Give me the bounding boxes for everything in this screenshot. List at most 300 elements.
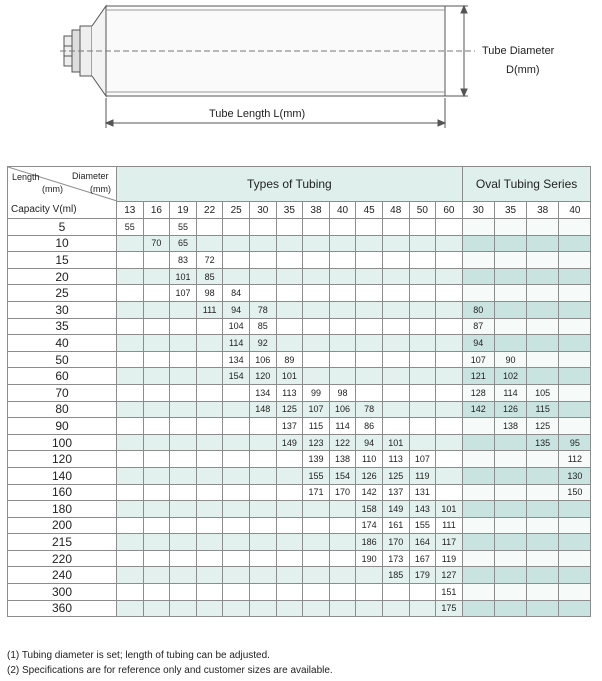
oval-length-cell bbox=[559, 219, 591, 236]
length-cell bbox=[276, 268, 303, 285]
length-cell bbox=[303, 252, 330, 269]
capacity-cell: 215 bbox=[8, 534, 117, 551]
oval-length-cell: 95 bbox=[559, 434, 591, 451]
diameter-header: 13 bbox=[117, 202, 144, 219]
table-row bbox=[8, 600, 591, 617]
length-cell bbox=[249, 434, 276, 451]
length-cell bbox=[409, 318, 436, 335]
length-cell bbox=[276, 252, 303, 269]
oval-length-cell: 125 bbox=[527, 418, 559, 435]
length-cell bbox=[276, 301, 303, 318]
length-cell bbox=[170, 451, 197, 468]
length-cell bbox=[329, 567, 356, 584]
length-cell bbox=[117, 235, 144, 252]
length-cell bbox=[356, 368, 383, 385]
length-cell bbox=[143, 567, 170, 584]
length-cell bbox=[143, 467, 170, 484]
length-cell bbox=[329, 318, 356, 335]
length-cell bbox=[303, 517, 330, 534]
length-cell: 123 bbox=[303, 434, 330, 451]
length-cell: 138 bbox=[329, 451, 356, 468]
length-cell bbox=[303, 235, 330, 252]
length-cell bbox=[356, 335, 383, 352]
length-cell bbox=[436, 484, 463, 501]
oval-length-cell bbox=[559, 600, 591, 617]
length-cell bbox=[117, 318, 144, 335]
oval-length-cell bbox=[559, 550, 591, 567]
length-cell bbox=[196, 219, 223, 236]
length-cell bbox=[117, 268, 144, 285]
length-cell bbox=[223, 384, 250, 401]
length-cell bbox=[117, 418, 144, 435]
oval-length-cell: 126 bbox=[494, 401, 526, 418]
length-cell: 101 bbox=[382, 434, 409, 451]
length-cell bbox=[170, 418, 197, 435]
length-cell bbox=[329, 301, 356, 318]
oval-diameter-header: 30 bbox=[462, 202, 494, 219]
length-cell bbox=[196, 534, 223, 551]
oval-length-cell bbox=[527, 318, 559, 335]
length-cell bbox=[223, 467, 250, 484]
table-row bbox=[8, 384, 591, 401]
length-cell: 134 bbox=[249, 384, 276, 401]
length-cell bbox=[117, 301, 144, 318]
length-cell bbox=[276, 501, 303, 518]
length-cell bbox=[382, 351, 409, 368]
oval-length-cell bbox=[527, 451, 559, 468]
table-row bbox=[8, 351, 591, 368]
length-cell: 149 bbox=[276, 434, 303, 451]
length-cell bbox=[223, 600, 250, 617]
length-cell bbox=[409, 384, 436, 401]
length-cell: 99 bbox=[303, 384, 330, 401]
length-cell bbox=[223, 418, 250, 435]
length-cell bbox=[249, 550, 276, 567]
length-cell bbox=[436, 301, 463, 318]
table-row bbox=[8, 285, 591, 302]
length-cell bbox=[249, 600, 276, 617]
diameter-header: 40 bbox=[329, 202, 356, 219]
length-cell bbox=[170, 351, 197, 368]
length-cell bbox=[143, 351, 170, 368]
length-cell bbox=[303, 534, 330, 551]
length-cell bbox=[436, 418, 463, 435]
oval-length-cell bbox=[494, 517, 526, 534]
length-cell: 106 bbox=[329, 401, 356, 418]
diameter-header: 16 bbox=[143, 202, 170, 219]
length-cell bbox=[143, 401, 170, 418]
table-row bbox=[8, 467, 591, 484]
length-cell bbox=[143, 584, 170, 601]
capacity-cell: 20 bbox=[8, 268, 117, 285]
length-cell bbox=[143, 418, 170, 435]
oval-length-cell bbox=[527, 235, 559, 252]
length-cell bbox=[303, 501, 330, 518]
length-cell: 94 bbox=[223, 301, 250, 318]
oval-length-cell bbox=[494, 584, 526, 601]
length-cell: 104 bbox=[223, 318, 250, 335]
oval-length-cell bbox=[462, 268, 494, 285]
length-cell bbox=[303, 268, 330, 285]
length-cell: 154 bbox=[329, 467, 356, 484]
length-cell bbox=[196, 384, 223, 401]
length-cell bbox=[249, 252, 276, 269]
length-cell bbox=[276, 584, 303, 601]
capacity-cell: 180 bbox=[8, 501, 117, 518]
length-cell bbox=[223, 434, 250, 451]
length-cell bbox=[409, 252, 436, 269]
length-cell bbox=[329, 584, 356, 601]
length-cell bbox=[382, 384, 409, 401]
table-row bbox=[8, 534, 591, 551]
capacity-cell: 240 bbox=[8, 567, 117, 584]
footnotes bbox=[7, 648, 333, 678]
length-cell bbox=[196, 484, 223, 501]
oval-length-cell bbox=[527, 368, 559, 385]
length-cell bbox=[303, 351, 330, 368]
length-cell bbox=[117, 517, 144, 534]
tube-diagram bbox=[0, 0, 602, 140]
oval-length-cell: 135 bbox=[527, 434, 559, 451]
capacity-cell: 60 bbox=[8, 368, 117, 385]
table-row bbox=[8, 451, 591, 468]
group-header-oval: Oval Tubing Series bbox=[462, 167, 591, 202]
capacity-cell: 40 bbox=[8, 335, 117, 352]
length-cell bbox=[409, 219, 436, 236]
length-cell bbox=[143, 252, 170, 269]
length-cell bbox=[303, 550, 330, 567]
table-row bbox=[8, 235, 591, 252]
length-cell bbox=[170, 467, 197, 484]
length-cell: 125 bbox=[276, 401, 303, 418]
length-cell: 85 bbox=[196, 268, 223, 285]
oval-length-cell: 114 bbox=[494, 384, 526, 401]
length-cell: 86 bbox=[356, 418, 383, 435]
length-cell bbox=[143, 301, 170, 318]
length-cell bbox=[382, 584, 409, 601]
oval-length-cell bbox=[527, 584, 559, 601]
table-row bbox=[8, 268, 591, 285]
length-cell bbox=[382, 418, 409, 435]
length-cell bbox=[276, 484, 303, 501]
length-cell bbox=[409, 235, 436, 252]
capacity-cell: 360 bbox=[8, 600, 117, 617]
length-cell bbox=[276, 285, 303, 302]
diameter-header: 60 bbox=[436, 202, 463, 219]
length-cell: 98 bbox=[196, 285, 223, 302]
length-cell bbox=[223, 517, 250, 534]
table-row bbox=[8, 418, 591, 435]
length-cell bbox=[196, 335, 223, 352]
capacity-cell: 10 bbox=[8, 235, 117, 252]
length-cell bbox=[117, 567, 144, 584]
diameter-header: 35 bbox=[276, 202, 303, 219]
oval-length-cell bbox=[527, 550, 559, 567]
length-cell bbox=[143, 550, 170, 567]
diameter-header: 45 bbox=[356, 202, 383, 219]
length-cell bbox=[276, 219, 303, 236]
length-cell bbox=[143, 501, 170, 518]
oval-length-cell bbox=[494, 235, 526, 252]
corner-diameter: Diameter bbox=[72, 171, 109, 181]
length-cell bbox=[223, 451, 250, 468]
length-cell bbox=[249, 517, 276, 534]
length-cell: 110 bbox=[356, 451, 383, 468]
length-cell bbox=[382, 335, 409, 352]
length-cell: 114 bbox=[329, 418, 356, 435]
length-cell bbox=[356, 219, 383, 236]
oval-length-cell: 94 bbox=[462, 335, 494, 352]
length-cell bbox=[170, 534, 197, 551]
oval-length-cell bbox=[559, 252, 591, 269]
length-cell: 78 bbox=[249, 301, 276, 318]
oval-length-cell bbox=[559, 368, 591, 385]
capacity-cell: 90 bbox=[8, 418, 117, 435]
oval-length-cell bbox=[559, 235, 591, 252]
oval-length-cell bbox=[494, 252, 526, 269]
length-cell bbox=[329, 219, 356, 236]
length-cell: 78 bbox=[356, 401, 383, 418]
length-cell bbox=[196, 235, 223, 252]
length-cell bbox=[170, 384, 197, 401]
oval-length-cell bbox=[462, 534, 494, 551]
length-cell: 111 bbox=[196, 301, 223, 318]
length-cell: 85 bbox=[249, 318, 276, 335]
length-cell bbox=[196, 567, 223, 584]
length-cell bbox=[356, 567, 383, 584]
length-cell bbox=[223, 534, 250, 551]
length-cell bbox=[436, 235, 463, 252]
oval-length-cell bbox=[527, 467, 559, 484]
length-cell: 185 bbox=[382, 567, 409, 584]
oval-length-cell bbox=[494, 451, 526, 468]
length-cell: 107 bbox=[170, 285, 197, 302]
length-cell bbox=[117, 484, 144, 501]
length-cell: 94 bbox=[356, 434, 383, 451]
length-cell bbox=[329, 285, 356, 302]
length-cell bbox=[436, 368, 463, 385]
table-row bbox=[8, 252, 591, 269]
capacity-cell: 200 bbox=[8, 517, 117, 534]
oval-length-cell bbox=[559, 318, 591, 335]
length-cell: 149 bbox=[382, 501, 409, 518]
length-cell bbox=[329, 501, 356, 518]
length-cell: 98 bbox=[329, 384, 356, 401]
capacity-cell: 300 bbox=[8, 584, 117, 601]
oval-length-cell: 150 bbox=[559, 484, 591, 501]
oval-length-cell bbox=[462, 434, 494, 451]
oval-length-cell bbox=[494, 567, 526, 584]
length-cell: 154 bbox=[223, 368, 250, 385]
length-cell bbox=[196, 451, 223, 468]
length-cell bbox=[117, 467, 144, 484]
length-cell bbox=[249, 285, 276, 302]
length-cell: 89 bbox=[276, 351, 303, 368]
length-cell: 101 bbox=[170, 268, 197, 285]
length-cell bbox=[143, 434, 170, 451]
oval-length-cell bbox=[527, 567, 559, 584]
oval-length-cell bbox=[559, 285, 591, 302]
length-cell: 143 bbox=[409, 501, 436, 518]
length-cell bbox=[276, 451, 303, 468]
oval-length-cell bbox=[462, 517, 494, 534]
oval-length-cell bbox=[559, 501, 591, 518]
length-cell bbox=[223, 567, 250, 584]
length-cell: 158 bbox=[356, 501, 383, 518]
length-cell bbox=[170, 600, 197, 617]
length-cell: 148 bbox=[249, 401, 276, 418]
length-cell bbox=[143, 451, 170, 468]
oval-length-cell bbox=[462, 285, 494, 302]
oval-length-cell bbox=[462, 219, 494, 236]
length-cell: 127 bbox=[436, 567, 463, 584]
table-row bbox=[8, 484, 591, 501]
length-cell bbox=[117, 584, 144, 601]
table-row bbox=[8, 501, 591, 518]
oval-length-cell: 121 bbox=[462, 368, 494, 385]
length-cell bbox=[196, 600, 223, 617]
length-cell bbox=[170, 401, 197, 418]
length-cell bbox=[249, 534, 276, 551]
length-cell bbox=[170, 368, 197, 385]
diameter-header: 19 bbox=[170, 202, 197, 219]
diameter-symbol: D(mm) bbox=[506, 64, 540, 76]
length-cell: 106 bbox=[249, 351, 276, 368]
length-cell bbox=[356, 235, 383, 252]
length-cell bbox=[329, 517, 356, 534]
length-cell bbox=[223, 584, 250, 601]
oval-length-cell bbox=[462, 550, 494, 567]
length-cell bbox=[436, 451, 463, 468]
length-cell bbox=[170, 484, 197, 501]
tube-spec-table bbox=[7, 166, 591, 617]
oval-length-cell bbox=[559, 517, 591, 534]
table-row bbox=[8, 434, 591, 451]
oval-length-cell bbox=[527, 501, 559, 518]
length-cell: 113 bbox=[382, 451, 409, 468]
length-cell bbox=[436, 268, 463, 285]
length-cell bbox=[303, 600, 330, 617]
table-corner-header bbox=[8, 167, 117, 219]
length-cell: 164 bbox=[409, 534, 436, 551]
length-cell bbox=[329, 252, 356, 269]
oval-length-cell bbox=[494, 285, 526, 302]
oval-length-cell bbox=[494, 467, 526, 484]
length-cell: 122 bbox=[329, 434, 356, 451]
oval-length-cell: 115 bbox=[527, 401, 559, 418]
length-cell bbox=[382, 268, 409, 285]
length-cell bbox=[409, 335, 436, 352]
oval-length-cell bbox=[559, 418, 591, 435]
length-cell bbox=[436, 351, 463, 368]
oval-length-cell bbox=[527, 219, 559, 236]
length-cell bbox=[409, 418, 436, 435]
oval-length-cell bbox=[527, 252, 559, 269]
length-cell bbox=[382, 252, 409, 269]
length-cell: 186 bbox=[356, 534, 383, 551]
length-cell bbox=[329, 550, 356, 567]
table-row bbox=[8, 301, 591, 318]
oval-length-cell bbox=[462, 484, 494, 501]
oval-length-cell bbox=[527, 301, 559, 318]
length-cell: 170 bbox=[382, 534, 409, 551]
table-row bbox=[8, 567, 591, 584]
length-cell bbox=[276, 235, 303, 252]
diameter-header: 38 bbox=[303, 202, 330, 219]
length-cell bbox=[303, 219, 330, 236]
oval-length-cell bbox=[462, 600, 494, 617]
length-cell bbox=[196, 418, 223, 435]
length-cell bbox=[382, 219, 409, 236]
length-cell bbox=[170, 550, 197, 567]
capacity-cell: 140 bbox=[8, 467, 117, 484]
length-cell: 107 bbox=[409, 451, 436, 468]
length-cell: 111 bbox=[436, 517, 463, 534]
length-cell bbox=[409, 268, 436, 285]
length-cell: 190 bbox=[356, 550, 383, 567]
length-cell: 142 bbox=[356, 484, 383, 501]
length-cell bbox=[436, 335, 463, 352]
oval-length-cell: 128 bbox=[462, 384, 494, 401]
oval-length-cell bbox=[494, 501, 526, 518]
length-cell bbox=[223, 252, 250, 269]
table-row bbox=[8, 318, 591, 335]
length-cell bbox=[143, 384, 170, 401]
length-cell: 107 bbox=[303, 401, 330, 418]
length-cell: 114 bbox=[223, 335, 250, 352]
length-cell bbox=[329, 351, 356, 368]
length-cell bbox=[249, 451, 276, 468]
oval-length-cell bbox=[527, 335, 559, 352]
length-cell: 179 bbox=[409, 567, 436, 584]
length-cell: 101 bbox=[436, 501, 463, 518]
capacity-cell: 35 bbox=[8, 318, 117, 335]
oval-length-cell bbox=[559, 401, 591, 418]
length-cell bbox=[117, 252, 144, 269]
length-cell bbox=[436, 318, 463, 335]
length-cell bbox=[196, 584, 223, 601]
table-row bbox=[8, 517, 591, 534]
oval-length-cell: 102 bbox=[494, 368, 526, 385]
oval-length-cell: 112 bbox=[559, 451, 591, 468]
oval-length-cell bbox=[494, 268, 526, 285]
length-cell bbox=[117, 335, 144, 352]
oval-length-cell: 87 bbox=[462, 318, 494, 335]
length-cell bbox=[196, 434, 223, 451]
footnote-2: (2) Specifications are for reference only and customer sizes are available. bbox=[7, 665, 333, 676]
length-cell bbox=[117, 285, 144, 302]
length-cell bbox=[276, 550, 303, 567]
length-cell bbox=[409, 368, 436, 385]
length-cell bbox=[329, 600, 356, 617]
length-cell bbox=[356, 351, 383, 368]
length-cell bbox=[117, 501, 144, 518]
length-cell bbox=[117, 434, 144, 451]
oval-length-cell bbox=[559, 534, 591, 551]
length-cell bbox=[409, 401, 436, 418]
length-cell bbox=[223, 501, 250, 518]
length-cell bbox=[249, 567, 276, 584]
length-cell: 120 bbox=[249, 368, 276, 385]
length-cell bbox=[303, 567, 330, 584]
oval-length-cell: 80 bbox=[462, 301, 494, 318]
oval-length-cell bbox=[527, 600, 559, 617]
length-cell bbox=[276, 567, 303, 584]
length-cell bbox=[170, 335, 197, 352]
length-cell: 126 bbox=[356, 467, 383, 484]
oval-length-cell bbox=[494, 550, 526, 567]
oval-length-cell bbox=[559, 567, 591, 584]
